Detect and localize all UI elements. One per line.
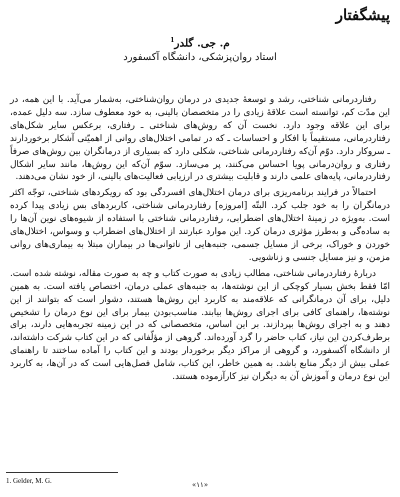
- author-line: [0, 37, 400, 50]
- footnote-divider: [6, 472, 118, 473]
- author-name: م. جی. گلدر: [174, 37, 230, 50]
- body-text: [10, 94, 390, 387]
- paragraph: دربارهٔ رفتاردرمانی شناختی، مطالب زیادی به صورت کتاب و چه به صورت مقاله، نوشته شده است. امّا فقط بخش بسیار کوچکی از این نوشته‌ها، به جنبه‌های عملی درمان، اختصاص یافته است. به همین دلیل، برای آن درمانگرانی که علاقه‌مند به کاربرد این روش‌ها هستند، دشوار است که بتوانند از این نوشته‌ها، راهنمای کافی برای اجرای روش‌ها بیابند. مناسب‌بودن بیمار برای این نوع درمان را تشخیص دهند و به اجرای روش‌ها بپردازند. بر این اساس، متخصصانی که در این زمینه تجربه‌هایی دارند، برای برطرف‌کردن این نیاز، کتاب حاضر را گرد آورده‌اند. گروهی از مؤلّفانی که در این کتاب شرکت داشته‌اند، از دانشگاه آکسفورد، و گروهی از مراکز دیگر برخوردار بودند و این کتاب را آماده ساختند تا راهنمای عملی بیش از دیگر منابع باشد. به همین خاطر، این کتاب، شامل فصل‌هایی است که در آن‌ها، به کاربرد این نوع درمان و آموزش آن به دیگران نیز کارآزموده هستند.: [10, 268, 390, 383]
- page-title: پیشگفتار: [335, 6, 390, 24]
- paragraph: احتمالاً در فرایند برنامه‌ریزی برای درمان اختلال‌های افسردگی بود که رویکردهای شناختی، توجّه اکثر درمانگران را به خود جلب کرد. البتّه [امروزه] رفتاردرمانی شناختی، کاربردهای بس زیادی پیدا کرده است. به‌ویژه در زمینهٔ اختلال‌های اضطرابی، رفتاردرمانی شناختی با استفاده از شیوه‌های نوین آن‌ها را به ساده‌گی و به‌طرز مؤثری درمان کرد. این موارد عبارتند از اختلال‌های اضطراب و وسواس، اختلال‌های خوردن و خوراک، برخی از مسایل جسمی، جنبه‌هایی از ناتوانی‌ها در بیماران مبتلا به بیماری‌های روانی مزمن، و نیز مسایل جنسی و زناشویی.: [10, 188, 390, 263]
- author-footnote-mark: 1: [170, 37, 175, 44]
- footnote: 1. Gelder, M. G.: [6, 477, 52, 485]
- author-affiliation: استاد روان‌پزشکی، دانشگاه آکسفورد: [123, 52, 277, 63]
- paragraph: رفتاردرمانی شناختی، رشد و توسعهٔ جدیدی در درمان روان‌شناختی، به‌شمار می‌آید. با این همه، در این مدّت کم، توانسته است علاقهٔ زیادی را در متخصصان بالینی، به خود معطوف سازد. سه دلیل عمده، برای این علاقه وجود دارد. نخست آن که روش‌های شناختی ـ رفتاری، برعکس سایر شکل‌های رفتاردرمانی، مستقیماً با افکار و احساسات ـ که در تمامی اختلال‌های روانی از اهمیّتی آشکار برخوردارند ـ سروکار دارد. دوّم آن‌که رفتاردرمانی شناختی، شکلی دارد که بسیاری از درمانگران بین روش‌های صرفاً رفتاری و روان‌درمانی پویا احساس می‌کنند، پر می‌سازد. سوّم آن‌که این روش‌ها، مانند سایر اشکال رفتاردرمانی، پایه‌های علمی دارند و قابلیت بیشتری در ارزیابی فعالیت‌های بالینی، از خود نشان می‌دهند.: [10, 95, 390, 183]
- page-number: «۱۱»: [191, 481, 209, 489]
